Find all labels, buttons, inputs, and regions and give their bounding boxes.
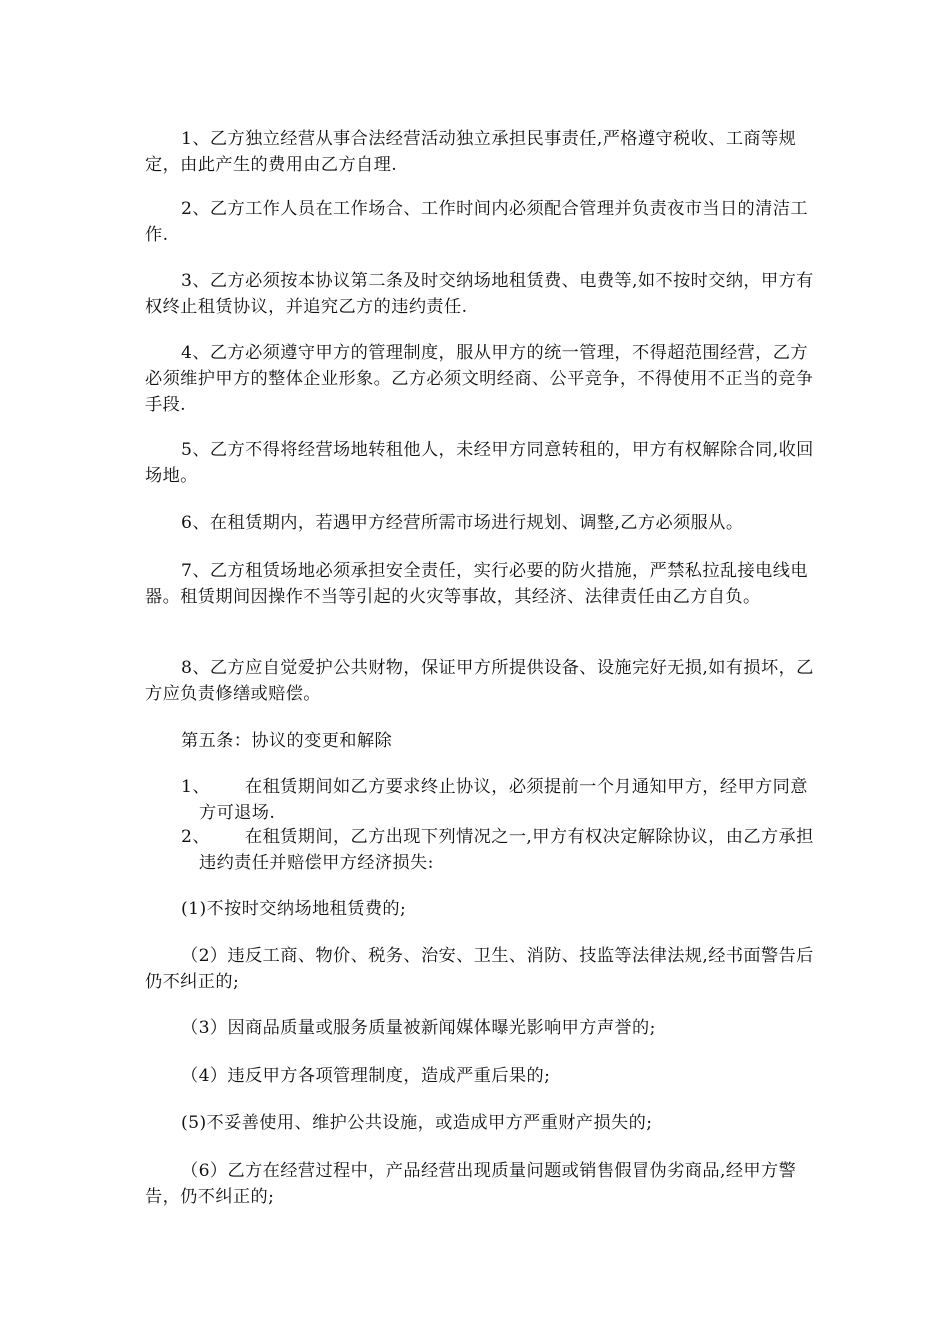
condition-5: (5)不妥善使用、维护公共设施，或造成甲方严重财产损失的; bbox=[181, 1113, 653, 1133]
clause-paragraph-8: 8、乙方应自觉爱护公共财物，保证甲方所提供设备、设施完好无损,如有损坏，乙方应负责修缮或赔偿。 bbox=[145, 658, 814, 704]
list-number: 2、 bbox=[181, 827, 210, 847]
condition-1: (1)不按时交纳场地租赁费的; bbox=[181, 899, 407, 919]
condition-2: （2）违反工商、物价、税务、治安、卫生、消防、技监等法律法规,经书面警告后仍不纠正的; bbox=[145, 946, 814, 992]
clause-paragraph-1: 1、乙方独立经营从事合法经营活动独立承担民事责任,严格遵守税收、工商等规定，由此产生的费用由乙方自理. bbox=[145, 129, 797, 175]
termination-list-item-2 bbox=[181, 824, 821, 876]
list-number: 1、 bbox=[181, 777, 210, 797]
clause-paragraph-6: 6、在租赁期内，若遇甲方经营所需市场进行规划、调整,乙方必须服从。 bbox=[181, 513, 744, 533]
clause-paragraph-7: 7、乙方租赁场地必须承担安全责任，实行必要的防火措施，严禁私拉乱接电线电器。租赁期间因操作不当等引起的火灾等事故，其经济、法律责任由乙方自负。 bbox=[145, 561, 808, 607]
termination-list-item-1 bbox=[181, 774, 821, 826]
section-heading: 第五条：协议的变更和解除 bbox=[181, 731, 393, 751]
condition-6: （6）乙方在经营过程中，产品经营出现质量问题或销售假冒伪劣商品,经甲方警告，仍不纠正的; bbox=[145, 1161, 797, 1207]
list-text: 在租赁期间，乙方出现下列情况之一,甲方有权决定解除协议，由乙方承担违约责任并赔偿甲方经济损失: bbox=[199, 827, 814, 873]
condition-3: （3）因商品质量或服务质量被新闻媒体曝光影响甲方声誉的; bbox=[181, 1018, 656, 1038]
clause-paragraph-4: 4、乙方必须遵守甲方的管理制度，服从甲方的统一管理，不得超范围经营，乙方必须维护甲方的整体企业形象。乙方必须文明经商、公平竞争，不得使用不正当的竞争手段. bbox=[145, 343, 814, 415]
condition-4: （4）违反甲方各项管理制度，造成严重后果的; bbox=[181, 1066, 551, 1086]
clause-paragraph-3: 3、乙方必须按本协议第二条及时交纳场地租赁费、电费等,如不按时交纳，甲方有权终止租赁协议，并追究乙方的违约责任. bbox=[145, 271, 814, 317]
list-text: 在租赁期间如乙方要求终止协议，必须提前一个月通知甲方，经甲方同意方可退场. bbox=[199, 777, 808, 823]
clause-paragraph-2: 2、乙方工作人员在工作场合、工作时间内必须配合管理并负责夜市当日的清洁工作. bbox=[145, 199, 808, 245]
clause-paragraph-5: 5、乙方不得将经营场地转租他人，未经甲方同意转租的，甲方有权解除合同,收回场地。 bbox=[145, 440, 814, 486]
